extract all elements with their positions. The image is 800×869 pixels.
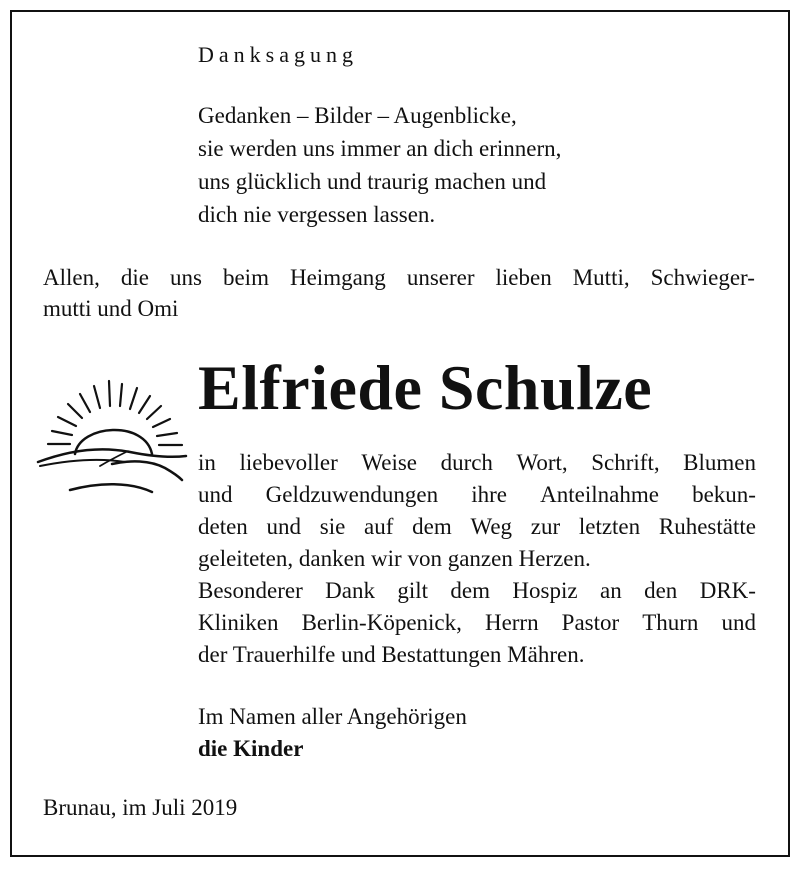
word: deten [198,514,248,539]
word: bekun- [692,482,756,507]
word: sie [319,514,346,539]
signature: die Kinder [198,736,304,761]
word: uns [170,265,202,290]
word: Dank [325,578,375,603]
word: auf [364,514,394,539]
place-date: Brunau, im Juli 2019 [43,795,238,820]
word: den [644,578,678,603]
word: beim [222,265,269,290]
intro-text [43,262,755,324]
word: Allen, [43,265,100,290]
word: ihre [471,482,507,507]
word: Wort, [516,450,568,475]
word: zur [530,514,561,539]
word: gilt [397,578,429,603]
word: letzten [578,514,641,539]
intro-line: mutti und Omi [43,296,179,321]
word: dem [450,578,491,603]
word: Hospiz [512,578,578,603]
word: Ruhestätte [658,514,756,539]
word: dem [412,514,452,539]
word: und [198,482,233,507]
poem-line: dich nie vergessen lassen. [198,202,436,227]
word: Herrn [484,610,539,635]
word: Kliniken [198,610,279,635]
word: liebevoller [239,450,338,475]
word: DRK- [699,578,756,603]
intro-line-justified [43,262,755,293]
body-line: der Trauerhilfe und Bestattungen Mähren. [198,642,585,667]
notice-heading: Danksagung [198,42,358,67]
body-line: geleiteten, danken wir von ganzen Herzen. [198,546,591,571]
word: Mutti, [572,265,630,290]
poem-line: sie werden uns immer an dich erinnern, [198,136,562,161]
word: unserer [406,265,475,290]
poem-line: Gedanken – Bilder – Augenblicke, [198,103,517,128]
word: Pastor [561,610,620,635]
body-text [198,447,756,671]
word: Weg [470,514,513,539]
body-line-justified [198,607,756,639]
word: Besonderer [198,578,303,603]
word: Schwieger- [650,265,755,290]
body-line-justified [198,479,756,511]
word: Weise [361,450,417,475]
sunrise-hills-icon [30,376,190,506]
word: Berlin-Köpenick, [301,610,462,635]
word: in [198,450,216,475]
word: Blumen [683,450,756,475]
word: lieben [495,265,552,290]
word: Thurn [642,610,699,635]
poem [198,99,561,231]
deceased-name: Elfriede Schulze [198,352,653,423]
closing [198,701,467,765]
closing-line: Im Namen aller Angehörigen [198,704,467,729]
word: Anteilnahme [540,482,659,507]
word: Heimgang [289,265,386,290]
word: Schrift, [591,450,660,475]
word: Geldzuwendungen [265,482,439,507]
word: und [266,514,302,539]
word: durch [440,450,493,475]
body-line-justified [198,447,756,479]
poem-line: uns glücklich und traurig machen und [198,169,547,194]
word: an [599,578,622,603]
body-line-justified [198,575,756,607]
body-line-justified [198,511,756,543]
word: die [120,265,149,290]
word: und [721,610,756,635]
